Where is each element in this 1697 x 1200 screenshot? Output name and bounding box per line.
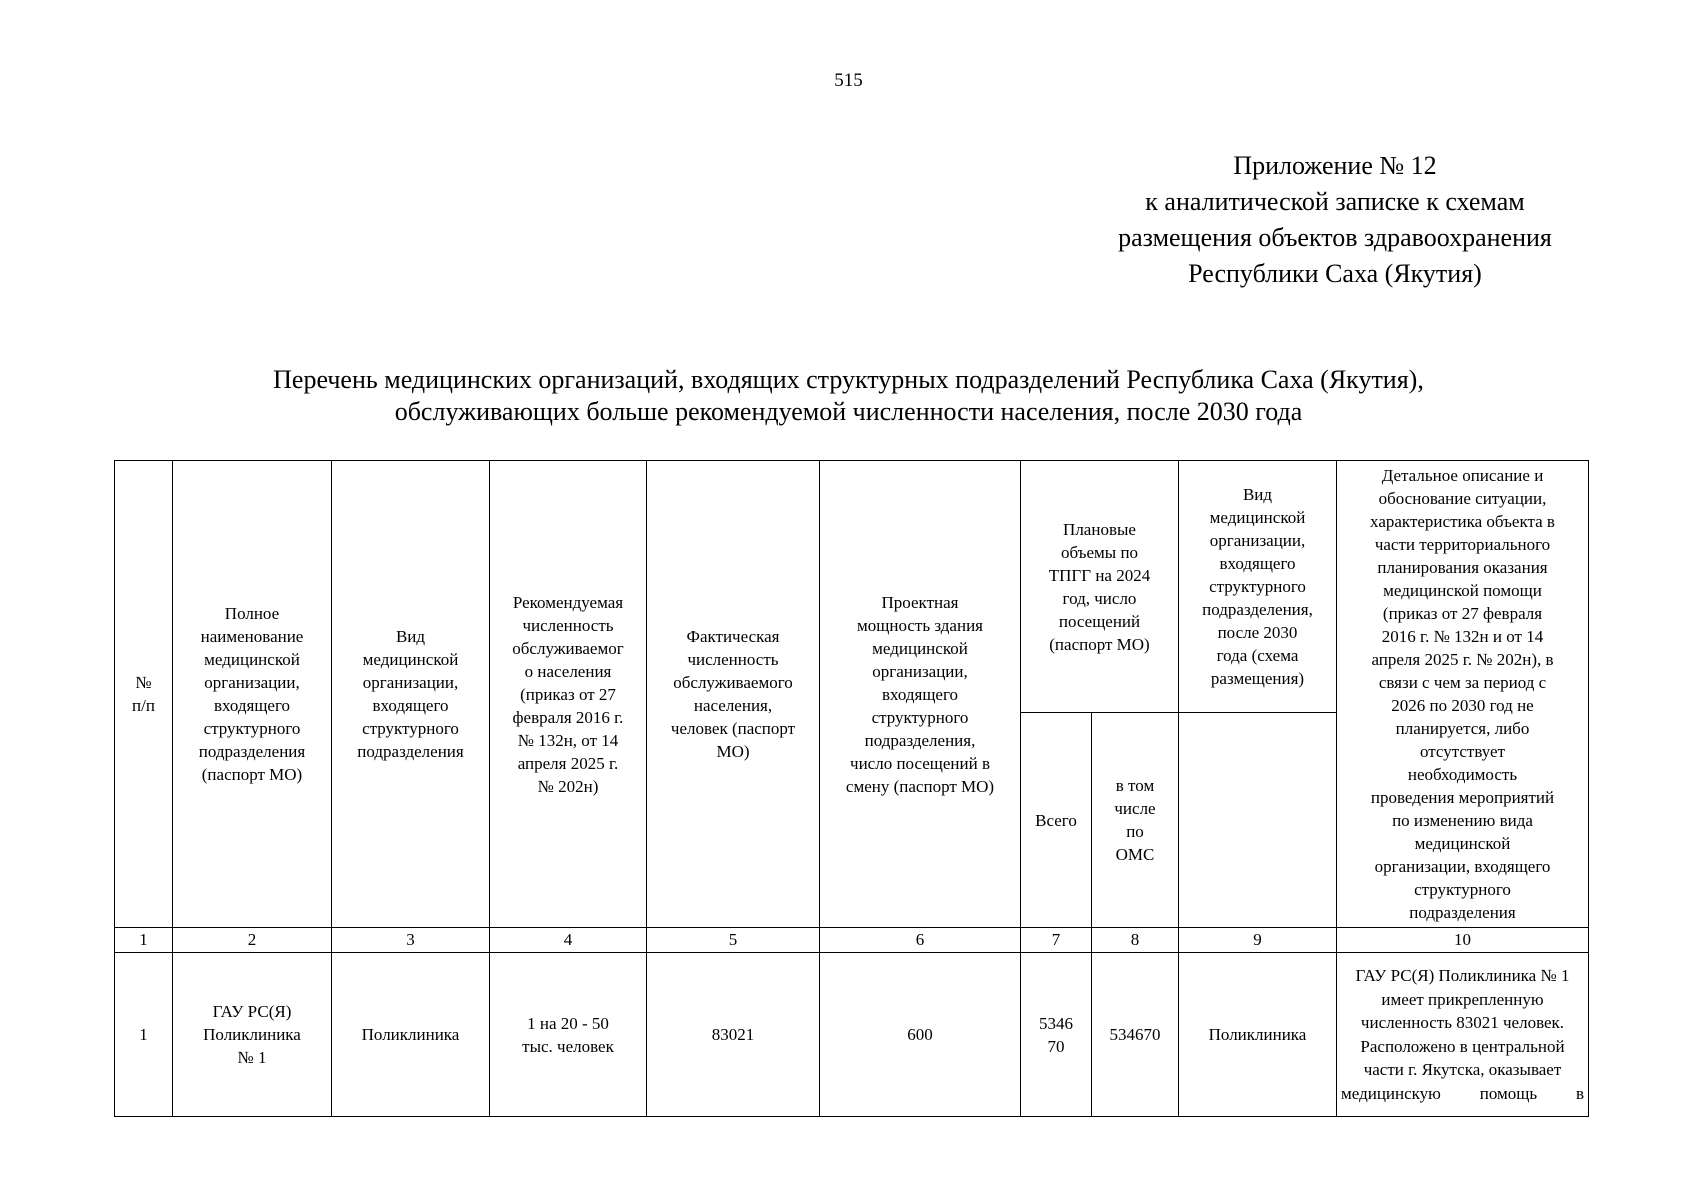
- header-num: № п/п: [115, 461, 173, 928]
- page-number: 515: [834, 70, 863, 91]
- column-number: 8: [1092, 928, 1179, 953]
- table-row: [115, 953, 1589, 1117]
- header-planned-volumes: Плановые объемы по ТПГГ на 2024 год, число посещений (паспорт МО): [1021, 461, 1179, 713]
- cell-recommended-population: 1 на 20 - 50 тыс. человек: [490, 953, 647, 1117]
- appendix-header: [1090, 148, 1580, 292]
- header-full-name: Полное наименование медицинской организации, входящего структурного подразделения (паспорт МО): [173, 461, 332, 928]
- header-planned-total: Всего: [1021, 713, 1092, 928]
- header-recommended-population: Рекомендуемая численность обслуживаемог о населения (приказ от 27 февраля 2016 г. № 132н, от 14 апреля 2025 г. № 202н): [490, 461, 647, 928]
- column-number: 3: [332, 928, 490, 953]
- document-title-line-1: Перечень медицинских организаций, входящих структурных подразделений Республика Саха (Якутия),: [273, 365, 1424, 394]
- cell-planned-oms: 534670: [1092, 953, 1179, 1117]
- header-design-capacity: Проектная мощность здания медицинской организации, входящего структурного подразделения, число посещений в смену (паспорт МО): [820, 461, 1021, 928]
- cell-org-type: Поликлиника: [332, 953, 490, 1117]
- header-actual-population: Фактическая численность обслуживаемого населения, человек (паспорт МО): [647, 461, 820, 928]
- header-org-type-2030: Вид медицинской организации, входящего структурного подразделения, после 2030 года (схема размещения): [1179, 461, 1337, 713]
- header-description: Детальное описание и обоснование ситуации, характеристика объекта в части территориального планирования оказания медицинской помощи (приказ от 27 февраля 2016 г. № 132н и от 14 апреля 2025 г. № 202н), в связи с чем за период с 2026 по 2030 год не планируется, либо отсутствует необходимость проведения мероприятий по изменению вида медицинской организации, входящего структурного подразделения: [1337, 461, 1589, 928]
- header-org-type-2030-empty: [1179, 713, 1337, 928]
- cell-description: ГАУ РС(Я) Поликлиника № 1 имеет прикрепленную численность 83021 человек. Расположено в центральной части г. Якутска, оказывает медицинскую помощь в: [1337, 953, 1589, 1117]
- column-number: 4: [490, 928, 647, 953]
- document-title: [100, 364, 1597, 428]
- column-number: 10: [1337, 928, 1589, 953]
- appendix-line-4: Республики Саха (Якутия): [1188, 259, 1482, 288]
- header-planned-oms: в том числе по ОМС: [1092, 713, 1179, 928]
- column-numbers-row: [115, 928, 1589, 953]
- table-header-row: [115, 461, 1589, 713]
- column-number: 1: [115, 928, 173, 953]
- appendix-line-2: к аналитической записке к схемам: [1145, 187, 1525, 216]
- document-title-line-2: обслуживающих больше рекомендуемой численности населения, после 2030 года: [394, 397, 1303, 426]
- cell-planned-total: 5346 70: [1021, 953, 1092, 1117]
- cell-full-name: ГАУ РС(Я) Поликлиника № 1: [173, 953, 332, 1117]
- cell-org-type-2030: Поликлиника: [1179, 953, 1337, 1117]
- column-number: 6: [820, 928, 1021, 953]
- cell-actual-population: 83021: [647, 953, 820, 1117]
- cell-design-capacity: 600: [820, 953, 1021, 1117]
- cell-num: 1: [115, 953, 173, 1117]
- column-number: 5: [647, 928, 820, 953]
- appendix-line-1: Приложение № 12: [1233, 151, 1437, 180]
- appendix-line-3: размещения объектов здравоохранения: [1118, 223, 1552, 252]
- header-org-type: Вид медицинской организации, входящего структурного подразделения: [332, 461, 490, 928]
- organizations-table: [114, 460, 1589, 1117]
- column-number: 9: [1179, 928, 1337, 953]
- column-number: 2: [173, 928, 332, 953]
- column-number: 7: [1021, 928, 1092, 953]
